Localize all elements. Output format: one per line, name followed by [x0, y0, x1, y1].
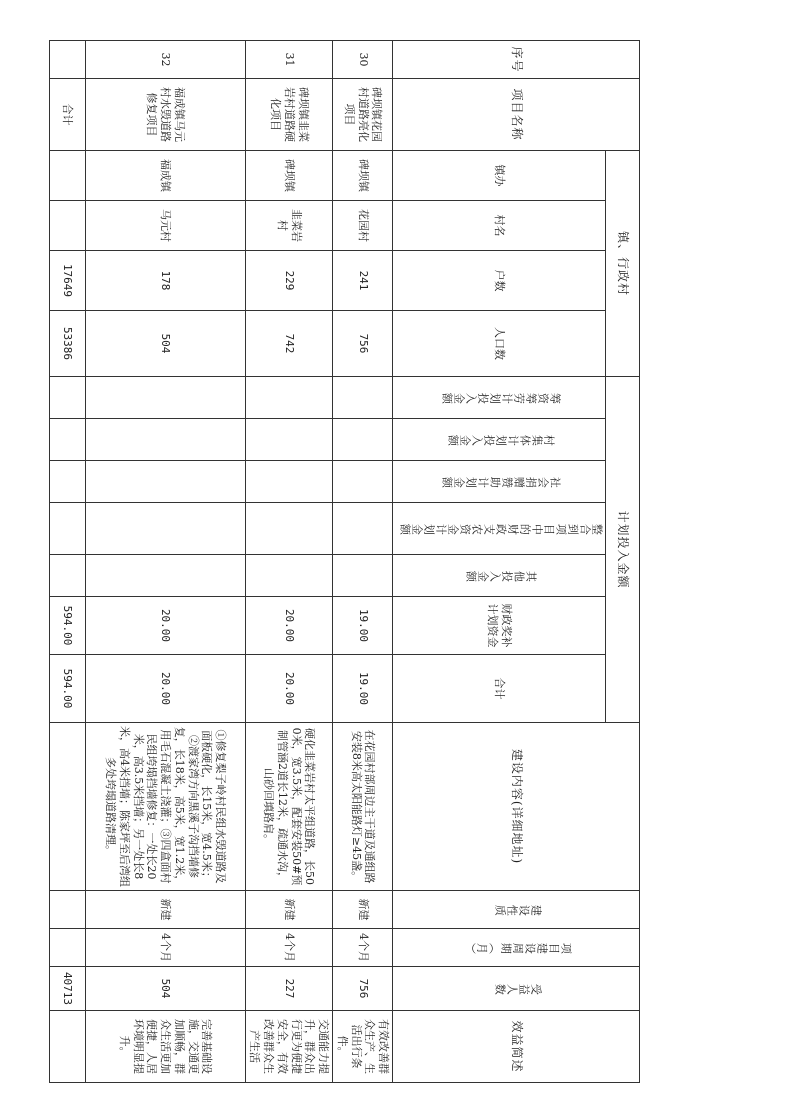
row-self-raised	[333, 377, 393, 419]
row-nature: 新建	[333, 891, 393, 929]
row-total: 20.00	[245, 655, 333, 723]
col-plan-group-header: 计划投入金额	[606, 377, 640, 723]
project-table	[49, 40, 640, 1083]
col-integrated-fund-header	[393, 503, 606, 555]
row-social-donation	[85, 461, 245, 503]
row-other-investment	[85, 555, 245, 597]
row-beneficiaries: 227	[245, 967, 333, 1011]
row-nature: 新建	[245, 891, 333, 929]
col-other-investment-header	[393, 555, 606, 597]
row-benefit: 有效改善群众生产、生活出行条件。	[333, 1011, 393, 1083]
row-benefit: 完善基础设施，交通更加顺畅，群众生活更加便捷，人居环境明显提升。	[85, 1011, 245, 1083]
summary-benefit	[49, 1011, 85, 1083]
row-fiscal-subsidy: 20.00	[245, 597, 333, 655]
row-nature: 新建	[85, 891, 245, 929]
summary-nature	[49, 891, 85, 929]
summary-village	[49, 201, 85, 251]
row-other-investment	[333, 555, 393, 597]
col-households-header: 户数	[393, 251, 606, 311]
summary-seq	[49, 41, 85, 79]
row-village: 马元村	[85, 201, 245, 251]
row-content: ①修复梨子岭村民组水毁道路及面板硬化，长15米，宽4.5米；②渡家湾方向黑溪子沟挡墙修复，长18米，高5米，宽1.2米，用毛石混凝土浇灌；③四盒面村民组垮塌挡墙修复：一处长20米，高3.5米挡墙；另一处长8米，高4米挡墙；陈家坪至后湾组多处垮塌道路清理。	[85, 723, 245, 891]
row-seq: 30	[333, 41, 393, 79]
row-beneficiaries: 756	[333, 967, 393, 1011]
col-fiscal-subsidy-header: 财政奖补计划资金	[393, 597, 606, 655]
summary-period	[49, 929, 85, 967]
row-integrated-fund	[333, 503, 393, 555]
col-village-header: 村名	[393, 201, 606, 251]
col-social-donation-label: 社会捐赠赞助计划金额	[441, 475, 561, 489]
row-name: 碑坝镇花园村道路亮化项目	[333, 79, 393, 151]
summary-fiscal-subsidy: 594.00	[49, 597, 85, 655]
col-period-label: 项目建设周期（月）	[464, 941, 572, 955]
row-self-raised	[245, 377, 333, 419]
summary-label: 合计	[49, 79, 85, 151]
row-households: 178	[85, 251, 245, 311]
col-self-raised-label: 筹资筹劳计划投入金额	[441, 391, 561, 405]
summary-population: 53386	[49, 311, 85, 377]
summary-integrated-fund	[49, 503, 85, 555]
row-town: 福成镇	[85, 151, 245, 201]
summary-content	[49, 723, 85, 891]
row-benefit: 交通能力提升，群众出行更为便捷安全，有效改善群众生产生活	[245, 1011, 333, 1083]
col-benefit-header: 效益简述	[393, 1011, 640, 1083]
row-population: 756	[333, 311, 393, 377]
col-beneficiaries-header	[393, 967, 640, 1011]
row-households: 241	[333, 251, 393, 311]
summary-other-investment	[49, 555, 85, 597]
row-population: 742	[245, 311, 333, 377]
col-self-raised-header	[393, 377, 606, 419]
summary-total: 594.00	[49, 655, 85, 723]
row-total: 19.00	[333, 655, 393, 723]
row-period: 4个月	[333, 929, 393, 967]
row-self-raised	[85, 377, 245, 419]
col-name-header: 项目名称	[393, 79, 640, 151]
row-content: 在花园村部周边主干道及通组路安装8米高太阳能路灯≥45盏。	[333, 723, 393, 891]
col-beneficiaries-label: 受益人数	[494, 982, 542, 996]
summary-village-collective	[49, 419, 85, 461]
row-period: 4个月	[245, 929, 333, 967]
row-integrated-fund	[85, 503, 245, 555]
summary-row	[49, 41, 85, 1083]
row-fiscal-subsidy: 19.00	[333, 597, 393, 655]
row-households: 229	[245, 251, 333, 311]
row-village: 花园村	[333, 201, 393, 251]
col-social-donation-header	[393, 461, 606, 503]
row-village-collective	[85, 419, 245, 461]
row-period: 4个月	[85, 929, 245, 967]
row-village-collective	[245, 419, 333, 461]
col-village-collective-header	[393, 419, 606, 461]
col-nature-header	[393, 891, 640, 929]
row-fiscal-subsidy: 20.00	[85, 597, 245, 655]
col-content-header: 建设内容(详细地址)	[393, 723, 640, 891]
row-seq: 32	[85, 41, 245, 79]
row-social-donation	[333, 461, 393, 503]
row-seq: 31	[245, 41, 333, 79]
col-nature-label: 建设性质	[494, 903, 542, 917]
row-social-donation	[245, 461, 333, 503]
table-row	[245, 41, 333, 1083]
row-town: 碑坝镇	[333, 151, 393, 201]
row-town: 碑坝镇	[245, 151, 333, 201]
row-other-investment	[245, 555, 333, 597]
col-other-investment-label: 其他投入金额	[465, 569, 537, 583]
row-population: 504	[85, 311, 245, 377]
row-village: 韭菜岩村	[245, 201, 333, 251]
summary-social-donation	[49, 461, 85, 503]
col-town-village-group-header: 镇、行政村	[606, 151, 640, 377]
col-period-header	[393, 929, 640, 967]
row-total: 20.00	[85, 655, 245, 723]
col-village-collective-label: 村集体计划投入金额	[447, 433, 555, 447]
row-name: 福成镇马元村水毁道路修复项目	[85, 79, 245, 151]
summary-town	[49, 151, 85, 201]
row-content: 硬化韭菜岩村太平组道路，长500米，宽3.5米，配套安装50#预制管涵2道长12米，疏通水沟，山砂回填路肩。	[245, 723, 333, 891]
summary-beneficiaries: 40713	[49, 967, 85, 1011]
col-integrated-fund-label: 整合到项目中的财政支农资金计划金额	[399, 522, 603, 536]
col-town-header: 镇办	[393, 151, 606, 201]
table-row	[85, 41, 245, 1083]
row-beneficiaries: 504	[85, 967, 245, 1011]
summary-households: 17649	[49, 251, 85, 311]
col-total-header: 合计	[393, 655, 606, 723]
col-seq-header: 序号	[393, 41, 640, 79]
col-population-header: 人口数	[393, 311, 606, 377]
row-integrated-fund	[245, 503, 333, 555]
header-row-1	[606, 41, 640, 1083]
row-name: 碑坝镇韭菜岩村道路硬化项目	[245, 79, 333, 151]
row-village-collective	[333, 419, 393, 461]
table-row	[333, 41, 393, 1083]
summary-self-raised	[49, 377, 85, 419]
